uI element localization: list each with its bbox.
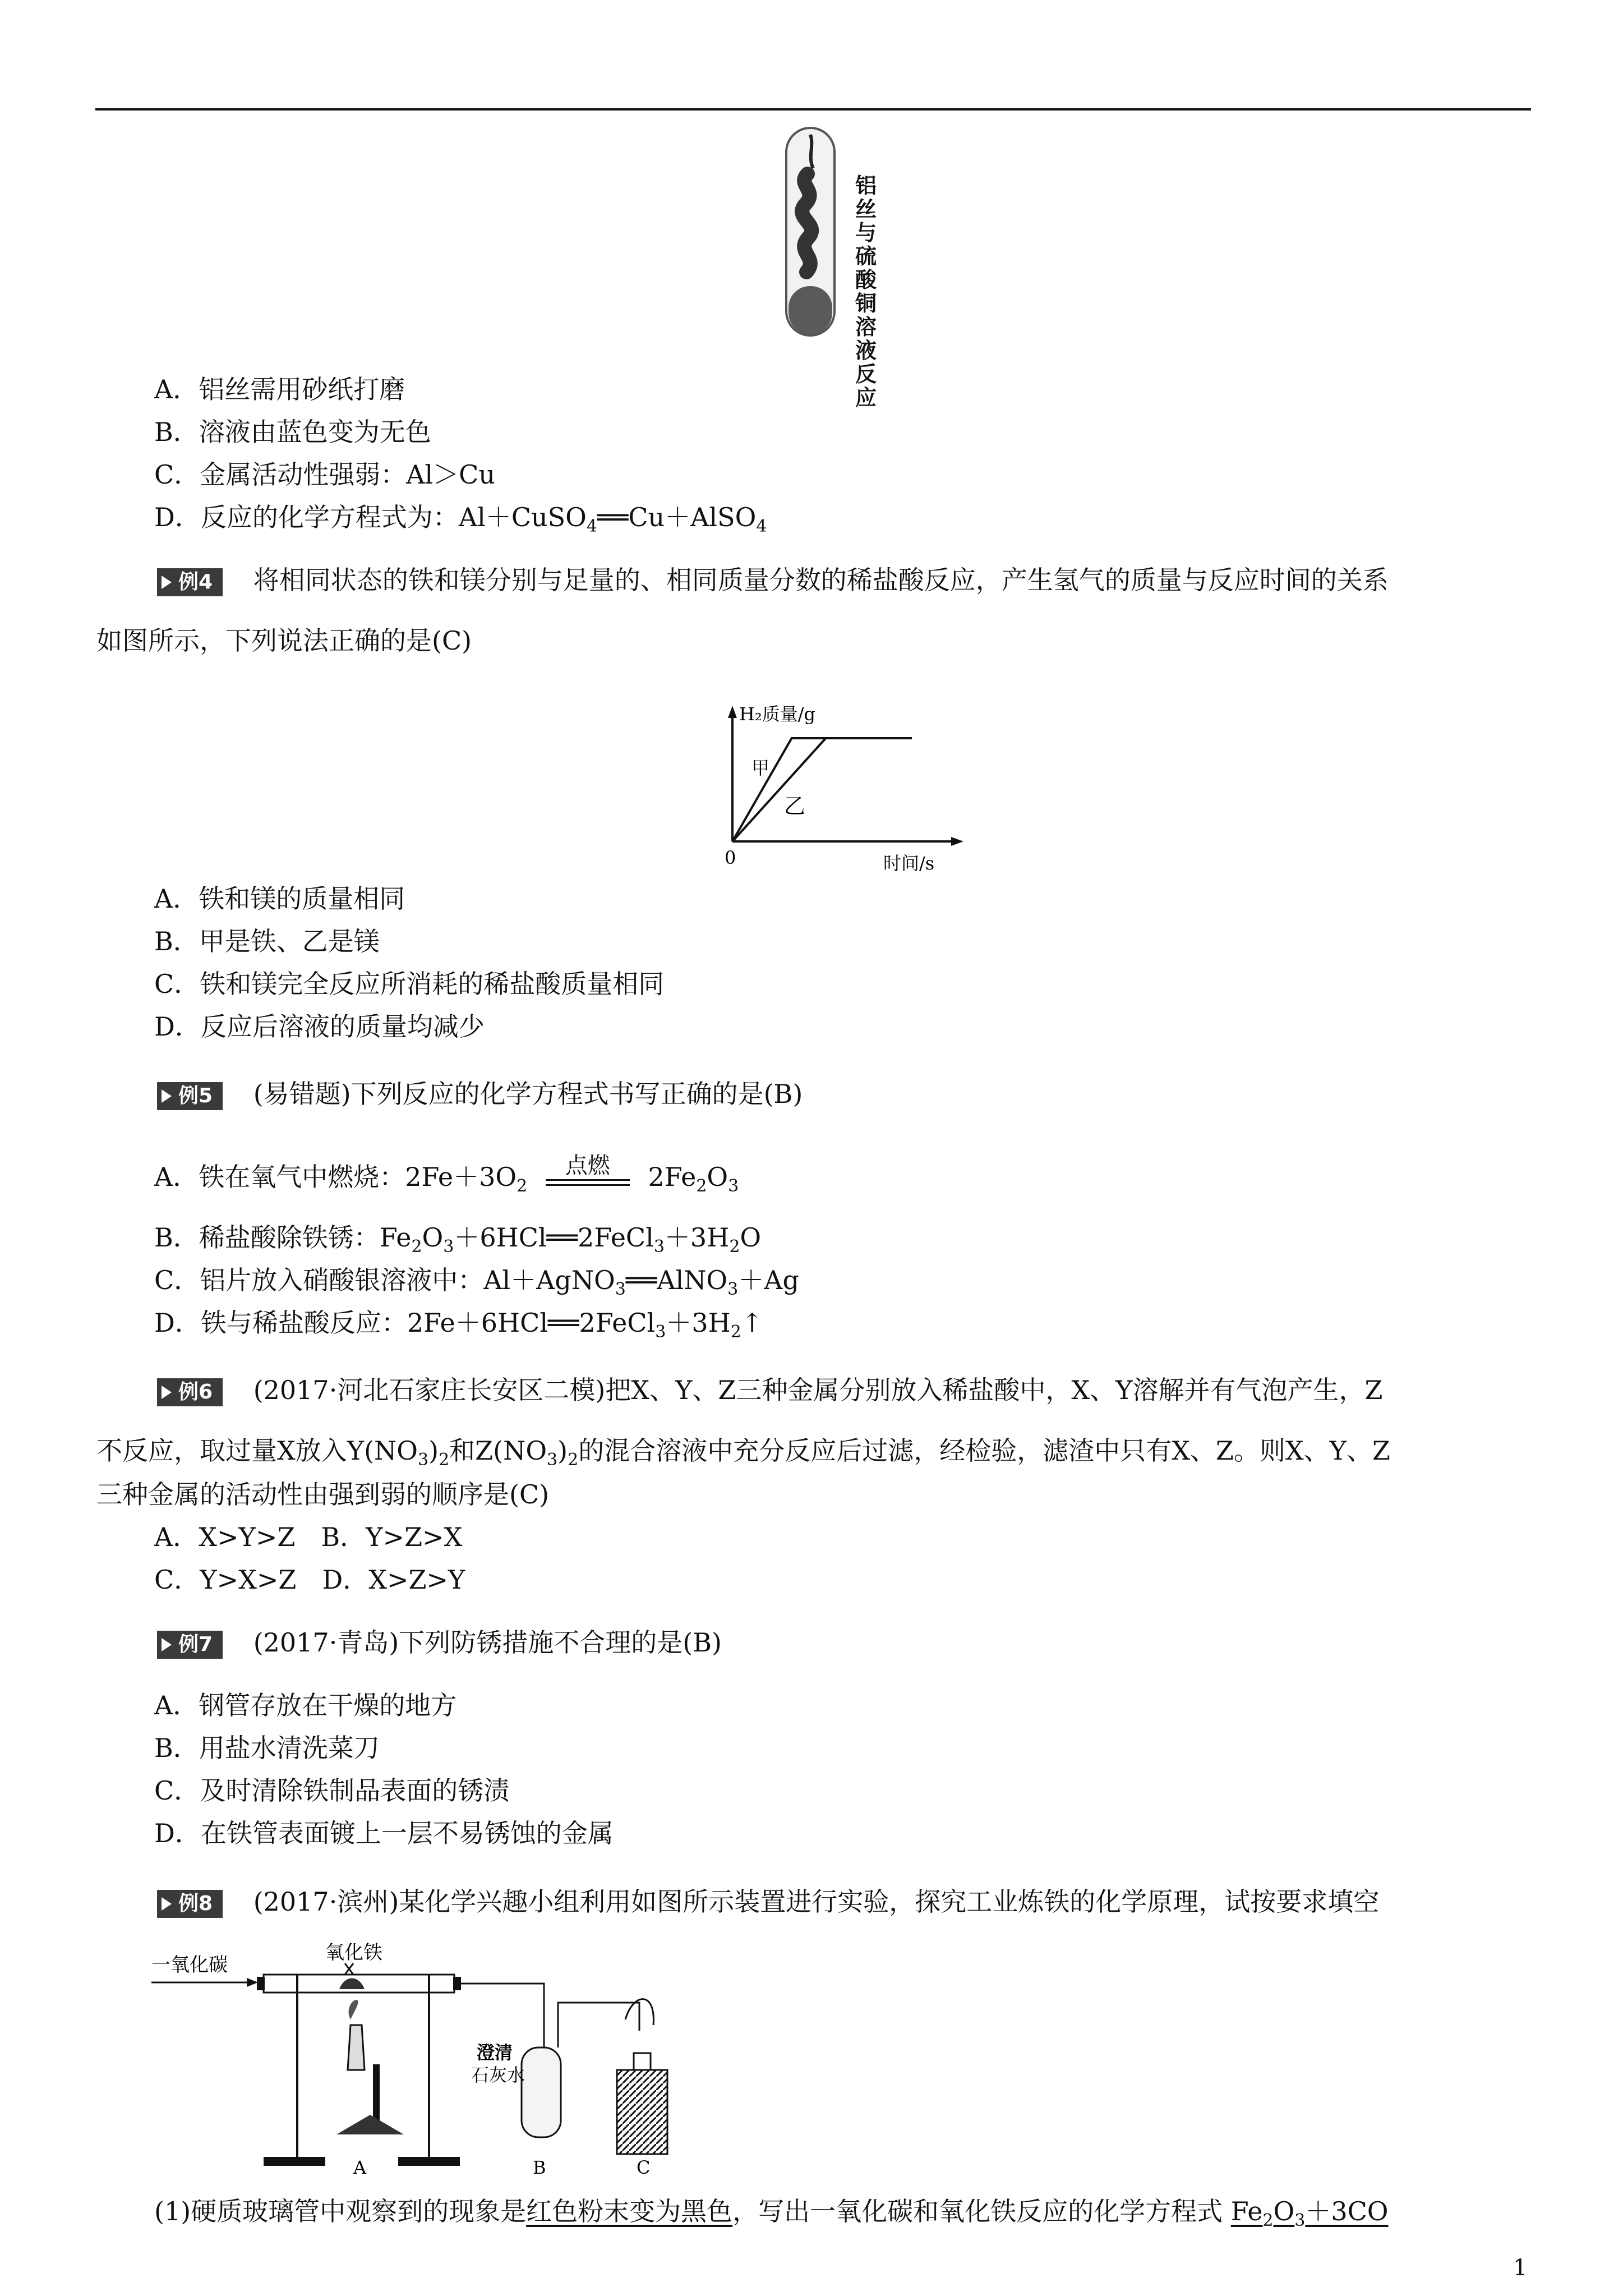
co-label: 一氧化碳 bbox=[151, 1954, 228, 1976]
answer-blank-2: $Fe_2O_3+3CO$ bbox=[1230, 2196, 1389, 2231]
alcohol-lamp bbox=[348, 2025, 365, 2070]
test-tube-b bbox=[522, 2047, 561, 2137]
q6-options-row2: C．Y>X>Z D．X>Z>Y bbox=[154, 1565, 465, 1595]
q5-option-c: C．铝片放入硝酸银溶液中：Al＋AgNO$_3$══AlNO$_3$＋Ag bbox=[154, 1265, 799, 1300]
q4-stem-line1: 例4 将相同状态的铁和镁分别与足量的、相同质量分数的稀盐酸反应，产生氢气的质量与反应时间的关系 bbox=[157, 563, 1389, 597]
q7-option-c: C．及时清除铁制品表面的锈渍 bbox=[154, 1775, 510, 1806]
series-line-yi bbox=[732, 738, 912, 841]
q7-option-b: B．用盐水清洗菜刀 bbox=[154, 1733, 380, 1763]
q7-option-a: A．钢管存放在干燥的地方 bbox=[154, 1690, 457, 1720]
q6-stem-line3: 三种金属的活动性由强到弱的顺序是(C) bbox=[96, 1479, 550, 1510]
example-tag: 例8 bbox=[157, 1890, 223, 1918]
series-label-jia: 甲 bbox=[751, 757, 770, 779]
alcohol-lamp-c bbox=[617, 2070, 667, 2154]
q4-option-c: C．铁和镁完全反应所消耗的稀盐酸质量相同 bbox=[154, 969, 665, 999]
page-number: 1 bbox=[1513, 2255, 1528, 2281]
example-tag: 例7 bbox=[157, 1631, 223, 1659]
q5-option-b: B．稀盐酸除铁锈：$Fe_2O_3+6HCl══2FeCl_3+3H_2O$ bbox=[154, 1222, 762, 1257]
q3-option-a: A．铝丝需用砂纸打磨 bbox=[154, 374, 405, 404]
test-tube-figure bbox=[774, 123, 920, 359]
q7-option-d: D．在铁管表面镀上一层不易锈蚀的金属 bbox=[154, 1818, 614, 1848]
fe2o3-label: 氧化铁 bbox=[325, 1941, 382, 1964]
header-rule bbox=[95, 108, 1531, 111]
q3-option-c: C．金属活动性强弱：Al＞Cu bbox=[154, 459, 495, 490]
reaction-condition: 点燃 bbox=[565, 1153, 610, 1179]
series-label-yi: 乙 bbox=[784, 794, 806, 818]
q6-options-row1: A．X>Y>Z B．Y>Z>X bbox=[154, 1522, 463, 1552]
q4-option-d: D．反应后溶液的质量均减少 bbox=[154, 1011, 485, 1042]
q8-stem: 例8 (2017·滨州)某化学兴趣小组利用如图所示装置进行实验，探究工业炼铁的化学原理，试按要求填空 bbox=[157, 1885, 1379, 1918]
q7-stem: 例7 (2017·青岛)下列防锈措施不合理的是(B) bbox=[157, 1626, 722, 1659]
example-tag: 例4 bbox=[157, 568, 223, 596]
series-line-jia bbox=[732, 738, 912, 841]
q6-stem-line2: 不反应，取过量X放入$Y(NO_3)_2$和$Z(NO_3)_2$的混合溶液中充分反应后过滤，经检验，滤渣中只有X、Z。则X、Y、Z bbox=[96, 1435, 1390, 1470]
label-a: A bbox=[353, 2157, 367, 2177]
q3-option-b: B．溶液由蓝色变为无色 bbox=[154, 417, 431, 447]
chart-origin: 0 bbox=[725, 847, 736, 868]
example-tag: 例6 bbox=[157, 1378, 223, 1406]
apparatus-figure bbox=[151, 1935, 723, 2177]
q5-stem: 例5 (易错题)下列反应的化学方程式书写正确的是(B) bbox=[157, 1077, 803, 1111]
q4-option-a: A．铁和镁的质量相同 bbox=[154, 884, 405, 914]
q5-option-d: D．铁与稀盐酸反应：$2Fe+6HCl══2FeCl_3+3H_2↑$ bbox=[154, 1308, 763, 1342]
triangle-icon bbox=[162, 1089, 172, 1103]
example-tag: 例5 bbox=[157, 1082, 223, 1110]
q3-option-d: D．反应的化学方程式为：Al＋CuSO$_4$══Cu＋AlSO$_4$ bbox=[154, 502, 767, 537]
q5-option-a: A．铁在氧气中燃烧：$2Fe+3O_2$ 点燃 $2Fe_2O_3$ bbox=[154, 1160, 739, 1203]
q4-option-b: B．甲是铁、乙是镁 bbox=[154, 926, 380, 956]
q8-sub1: (1)硬质玻璃管中观察到的现象是红色粉末变为黑色，写出一氧化碳和氧化铁反应的化学方程式 $Fe_2O_3+3CO$ bbox=[154, 2196, 1389, 2231]
label-b: B bbox=[533, 2157, 546, 2177]
chart-xlabel: 时间/s bbox=[883, 853, 935, 874]
triangle-icon bbox=[162, 1897, 172, 1911]
q6-stem-line1: 例6 (2017·河北石家庄长安区二模)把X、Y、Z三种金属分别放入稀盐酸中，X、Y溶解并有气泡产生，Z bbox=[157, 1373, 1382, 1407]
test-tube-caption: 铝丝与硫酸铜溶液反应 bbox=[855, 173, 877, 410]
label-c: C bbox=[637, 2157, 651, 2177]
answer-blank-1: 红色粉末变为黑色 bbox=[526, 2196, 733, 2226]
triangle-icon bbox=[162, 576, 172, 589]
chart-ylabel: H₂质量/g bbox=[739, 703, 816, 725]
h2-time-chart bbox=[712, 701, 981, 881]
lime-water-label-1: 澄清 bbox=[477, 2042, 513, 2063]
lime-water-label-2: 石灰水 bbox=[471, 2064, 525, 2086]
triangle-icon bbox=[162, 1638, 172, 1651]
triangle-icon bbox=[162, 1386, 172, 1399]
q4-stem-line2: 如图所示，下列说法正确的是(C) bbox=[96, 625, 472, 656]
